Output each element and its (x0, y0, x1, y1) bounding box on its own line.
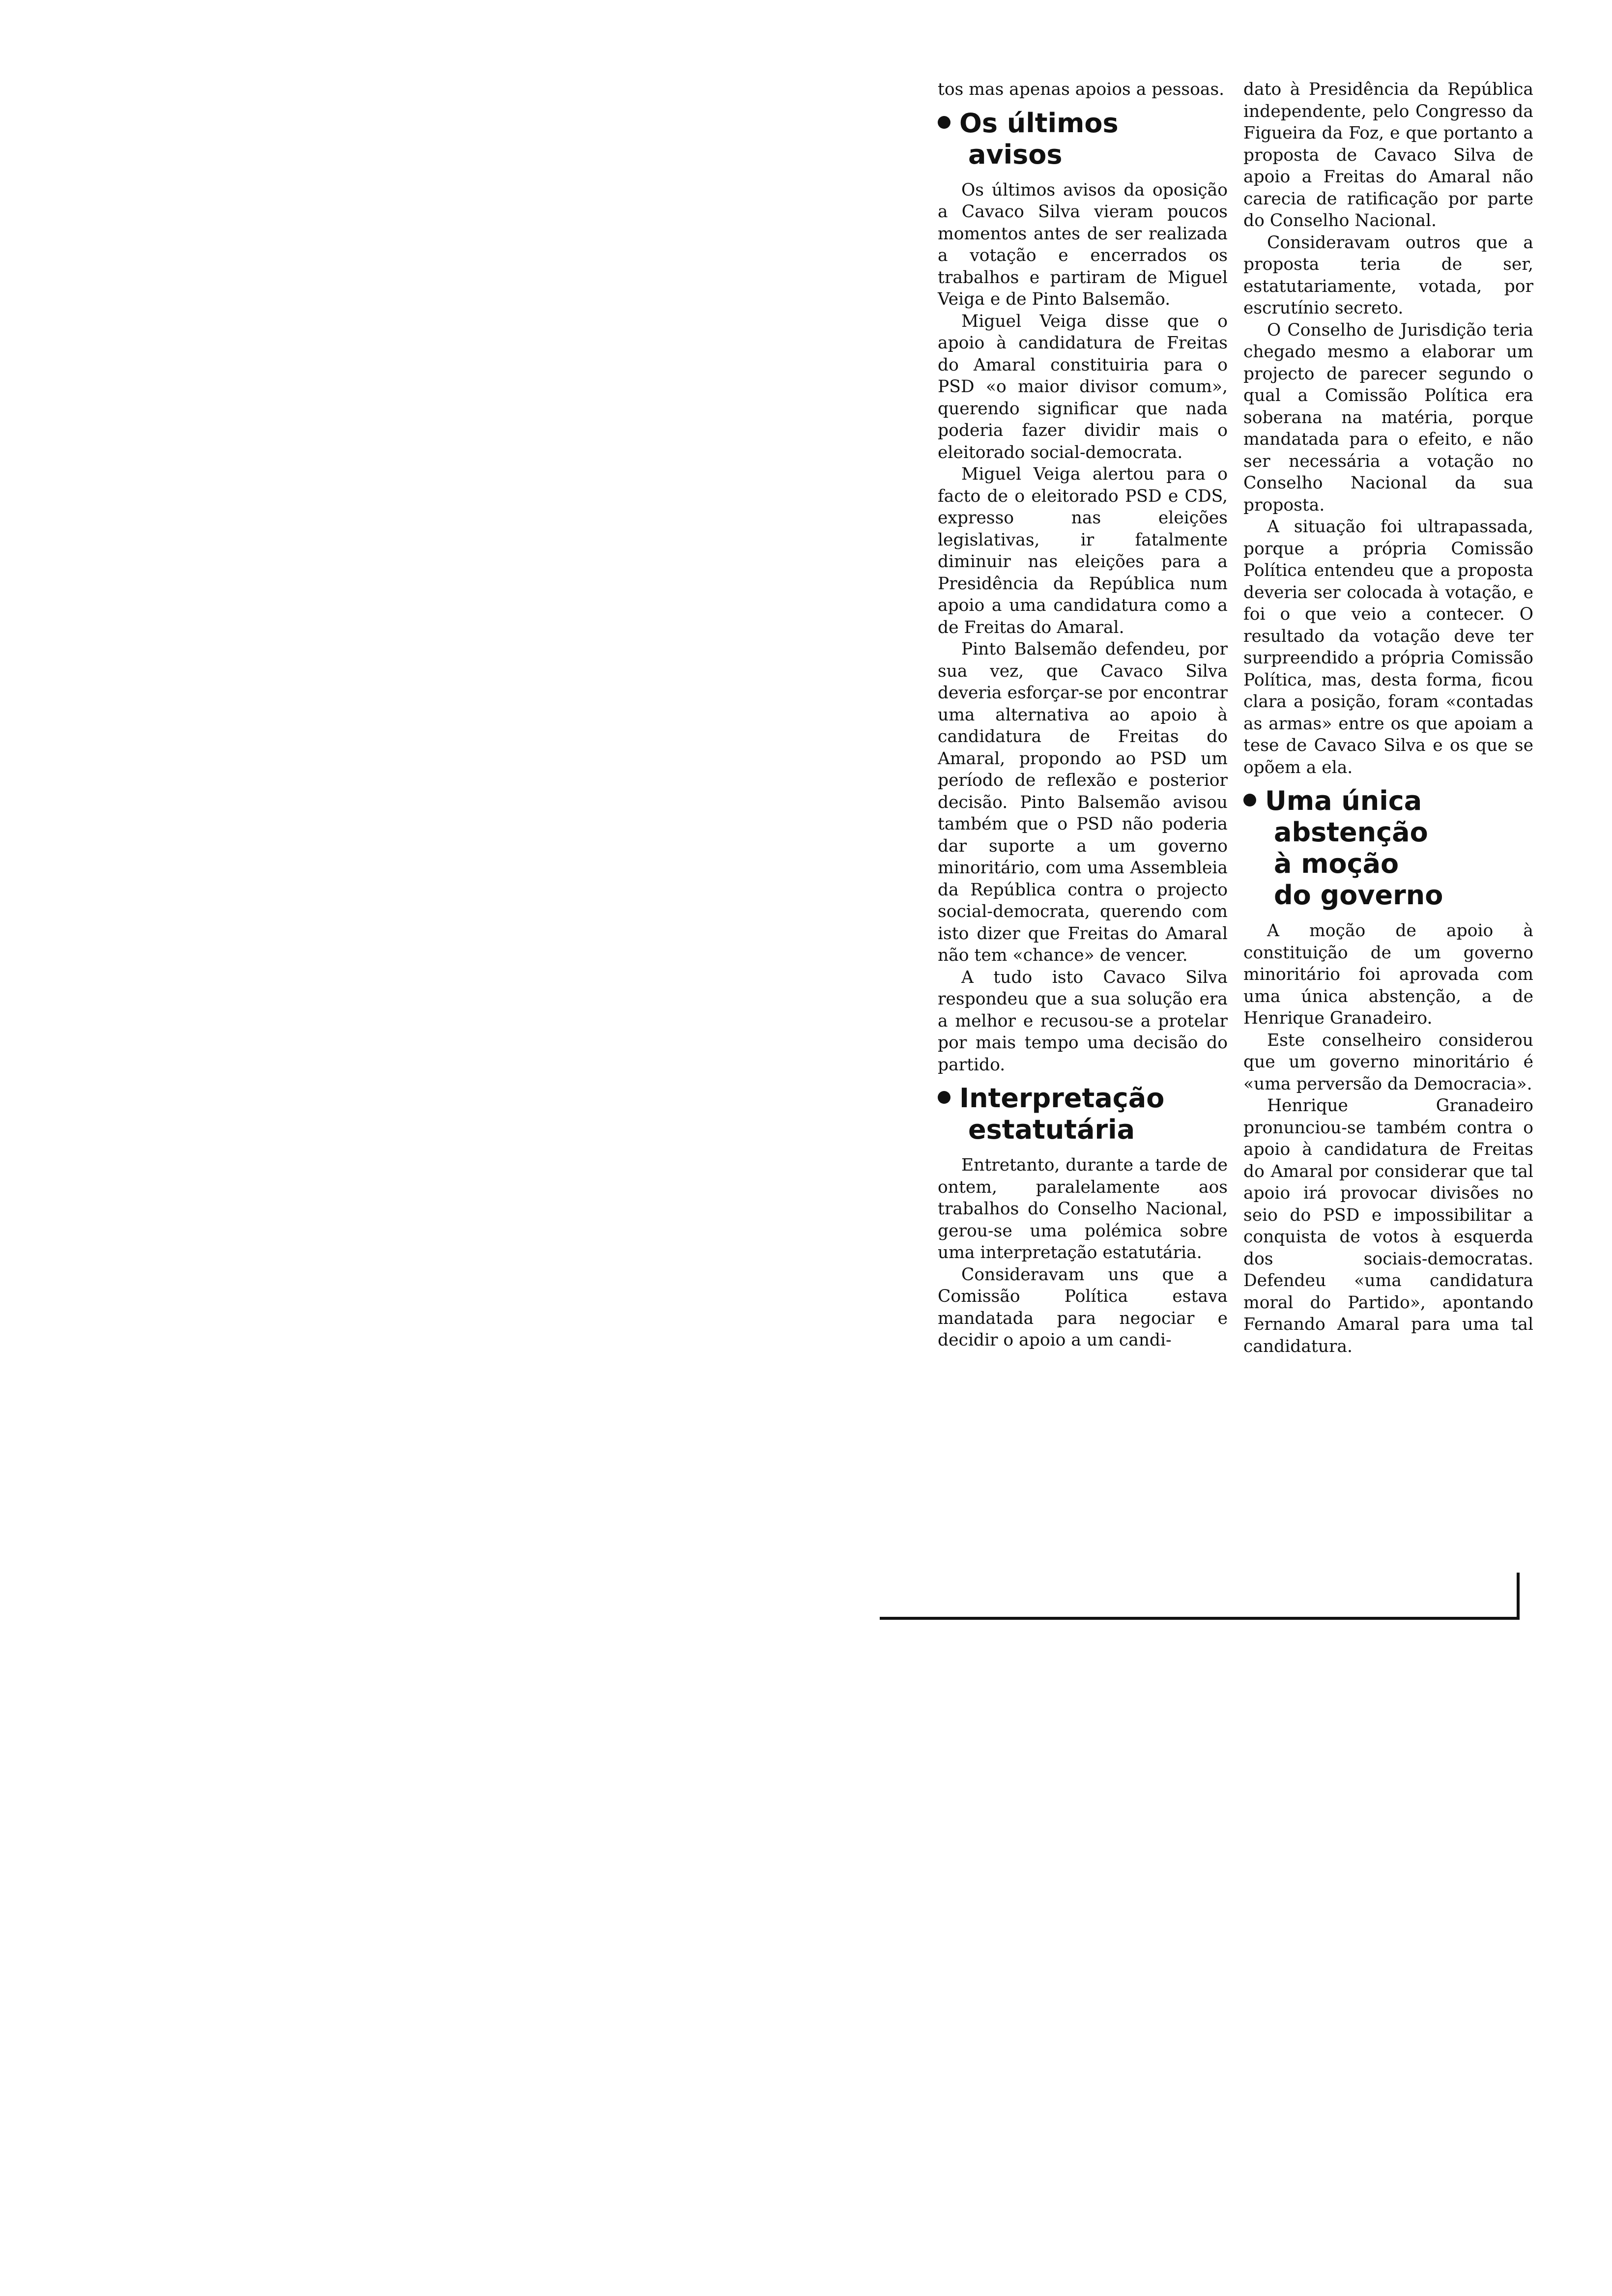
paragraph: O Conselho de Jurisdição teria chegado mesmo a elaborar um projecto de parecer segundo o qual a Comissão Política era soberana na matéria, porque mandatada para o efeito, e não ser necessária a votação no Conselho Nacional da sua proposta. (1243, 320, 1533, 515)
paragraph: dato à Presidência da República independente, pelo Congresso da Figueira da Foz, e que portanto a proposta de Cavaco Silva de apoio a Freitas do Amaral não carecia de ratificação por parte do Conselho Nacional. (1243, 80, 1533, 230)
subheading-line: Uma única (1265, 785, 1422, 816)
paragraph: Pinto Balsemão defendeu, por sua vez, que Cavaco Silva deveria esforçar-se por encontrar uma alternativa ao apoio à candidatura de Freitas do Amaral, propondo ao PSD um período de reflexão e posterior decisão. Pinto Balsemão avisou também que o PSD não poderia dar suporte a um governo minoritário, com uma Assembleia da República contra o projecto social-democrata, querendo com isto dizer que Freitas do Amaral não tem «chance» de vencer. (938, 639, 1228, 965)
paragraph: Este conselheiro considerou que um governo minoritário é «uma perversão da Democracia». (1243, 1030, 1533, 1094)
subheading-uma-unica-abstencao (1243, 785, 1533, 911)
paragraph: Consideravam uns que a Comissão Política estava mandatada para negociar e decidir o apoio a um candi- (938, 1264, 1228, 1350)
article-column-1 (938, 79, 1228, 1351)
subheading-line: do governo (1274, 880, 1443, 911)
subheading-line: Interpretação (959, 1083, 1165, 1114)
subheading-line: estatutária (968, 1114, 1135, 1145)
paragraph: tos mas apenas apoios a pessoas. (938, 80, 1225, 99)
subheading-interpretacao-estatutaria (938, 1083, 1228, 1146)
paragraph: A moção de apoio à constituição de um governo minoritário foi aprovada com uma única abstenção, a de Henrique Granadeiro. (1243, 921, 1533, 1028)
paragraph: Henrique Granadeiro pronunciou-se também contra o apoio à candidatura de Freitas do Amaral por considerar que tal apoio irá provocar divisões no seio do PSD e impossibilitar a conquista de votos à esquerda dos sociais-democratas. Defendeu «uma candidatura moral do Partido», apontando Fernando Amaral para uma tal candidatura. (1243, 1096, 1533, 1356)
subheading-line: Os últimos (959, 107, 1119, 139)
article-column-2 (1243, 79, 1533, 1357)
bottom-rule (880, 1617, 1519, 1620)
paragraph: Miguel Veiga disse que o apoio à candidatura de Freitas do Amaral constituiria para o PSD «o maior divisor comum», querendo significar que nada poderia fazer dividir mais o eleitorado social-democrata. (938, 311, 1228, 462)
newspaper-clipping (880, 79, 1533, 1646)
paragraph: Miguel Veiga alertou para o facto de o eleitorado PSD e CDS, expresso nas eleições legislativas, ir fatalmente diminuir nas eleições para a Presidência da República num apoio a uma candidatura como a de Freitas do Amaral. (938, 464, 1228, 637)
paragraph: Consideravam outros que a proposta teria de ser, estatutariamente, votada, por escrutínio secreto. (1243, 232, 1533, 318)
paragraph: Entretanto, durante a tarde de ontem, paralelamente aos trabalhos do Conselho Nacional, gerou-se uma polémica sobre uma interpretação estatutária. (938, 1155, 1228, 1263)
bullet-icon (938, 1091, 950, 1104)
subheading-line: avisos (968, 139, 1063, 170)
paragraph: A tudo isto Cavaco Silva respondeu que a sua solução era a melhor e recusou-se a protelar por mais tempo uma decisão do partido. (938, 967, 1228, 1075)
subheading-line: abstenção (1274, 817, 1428, 848)
bullet-icon (938, 116, 950, 129)
bullet-icon (1243, 794, 1256, 806)
right-rule (1517, 1573, 1520, 1620)
subheading-line: à moção (1274, 848, 1399, 879)
subheading-ultimos-avisos (938, 108, 1228, 171)
paragraph: A situação foi ultrapassada, porque a própria Comissão Política entendeu que a proposta deveria ser colocada à votação, e foi o que veio a contecer. O resultado da votação deve ter surpreendido a própria Comissão Política, mas, desta forma, ficou clara a posição, foram «contadas as armas» entre os que apoiam a tese de Cavaco Silva e os que se opõem a ela. (1243, 517, 1533, 777)
paragraph: Os últimos avisos da oposição a Cavaco Silva vieram poucos momentos antes de ser realizada a votação e encerrados os trabalhos e partiram de Miguel Veiga e de Pinto Balsemão. (938, 180, 1228, 309)
